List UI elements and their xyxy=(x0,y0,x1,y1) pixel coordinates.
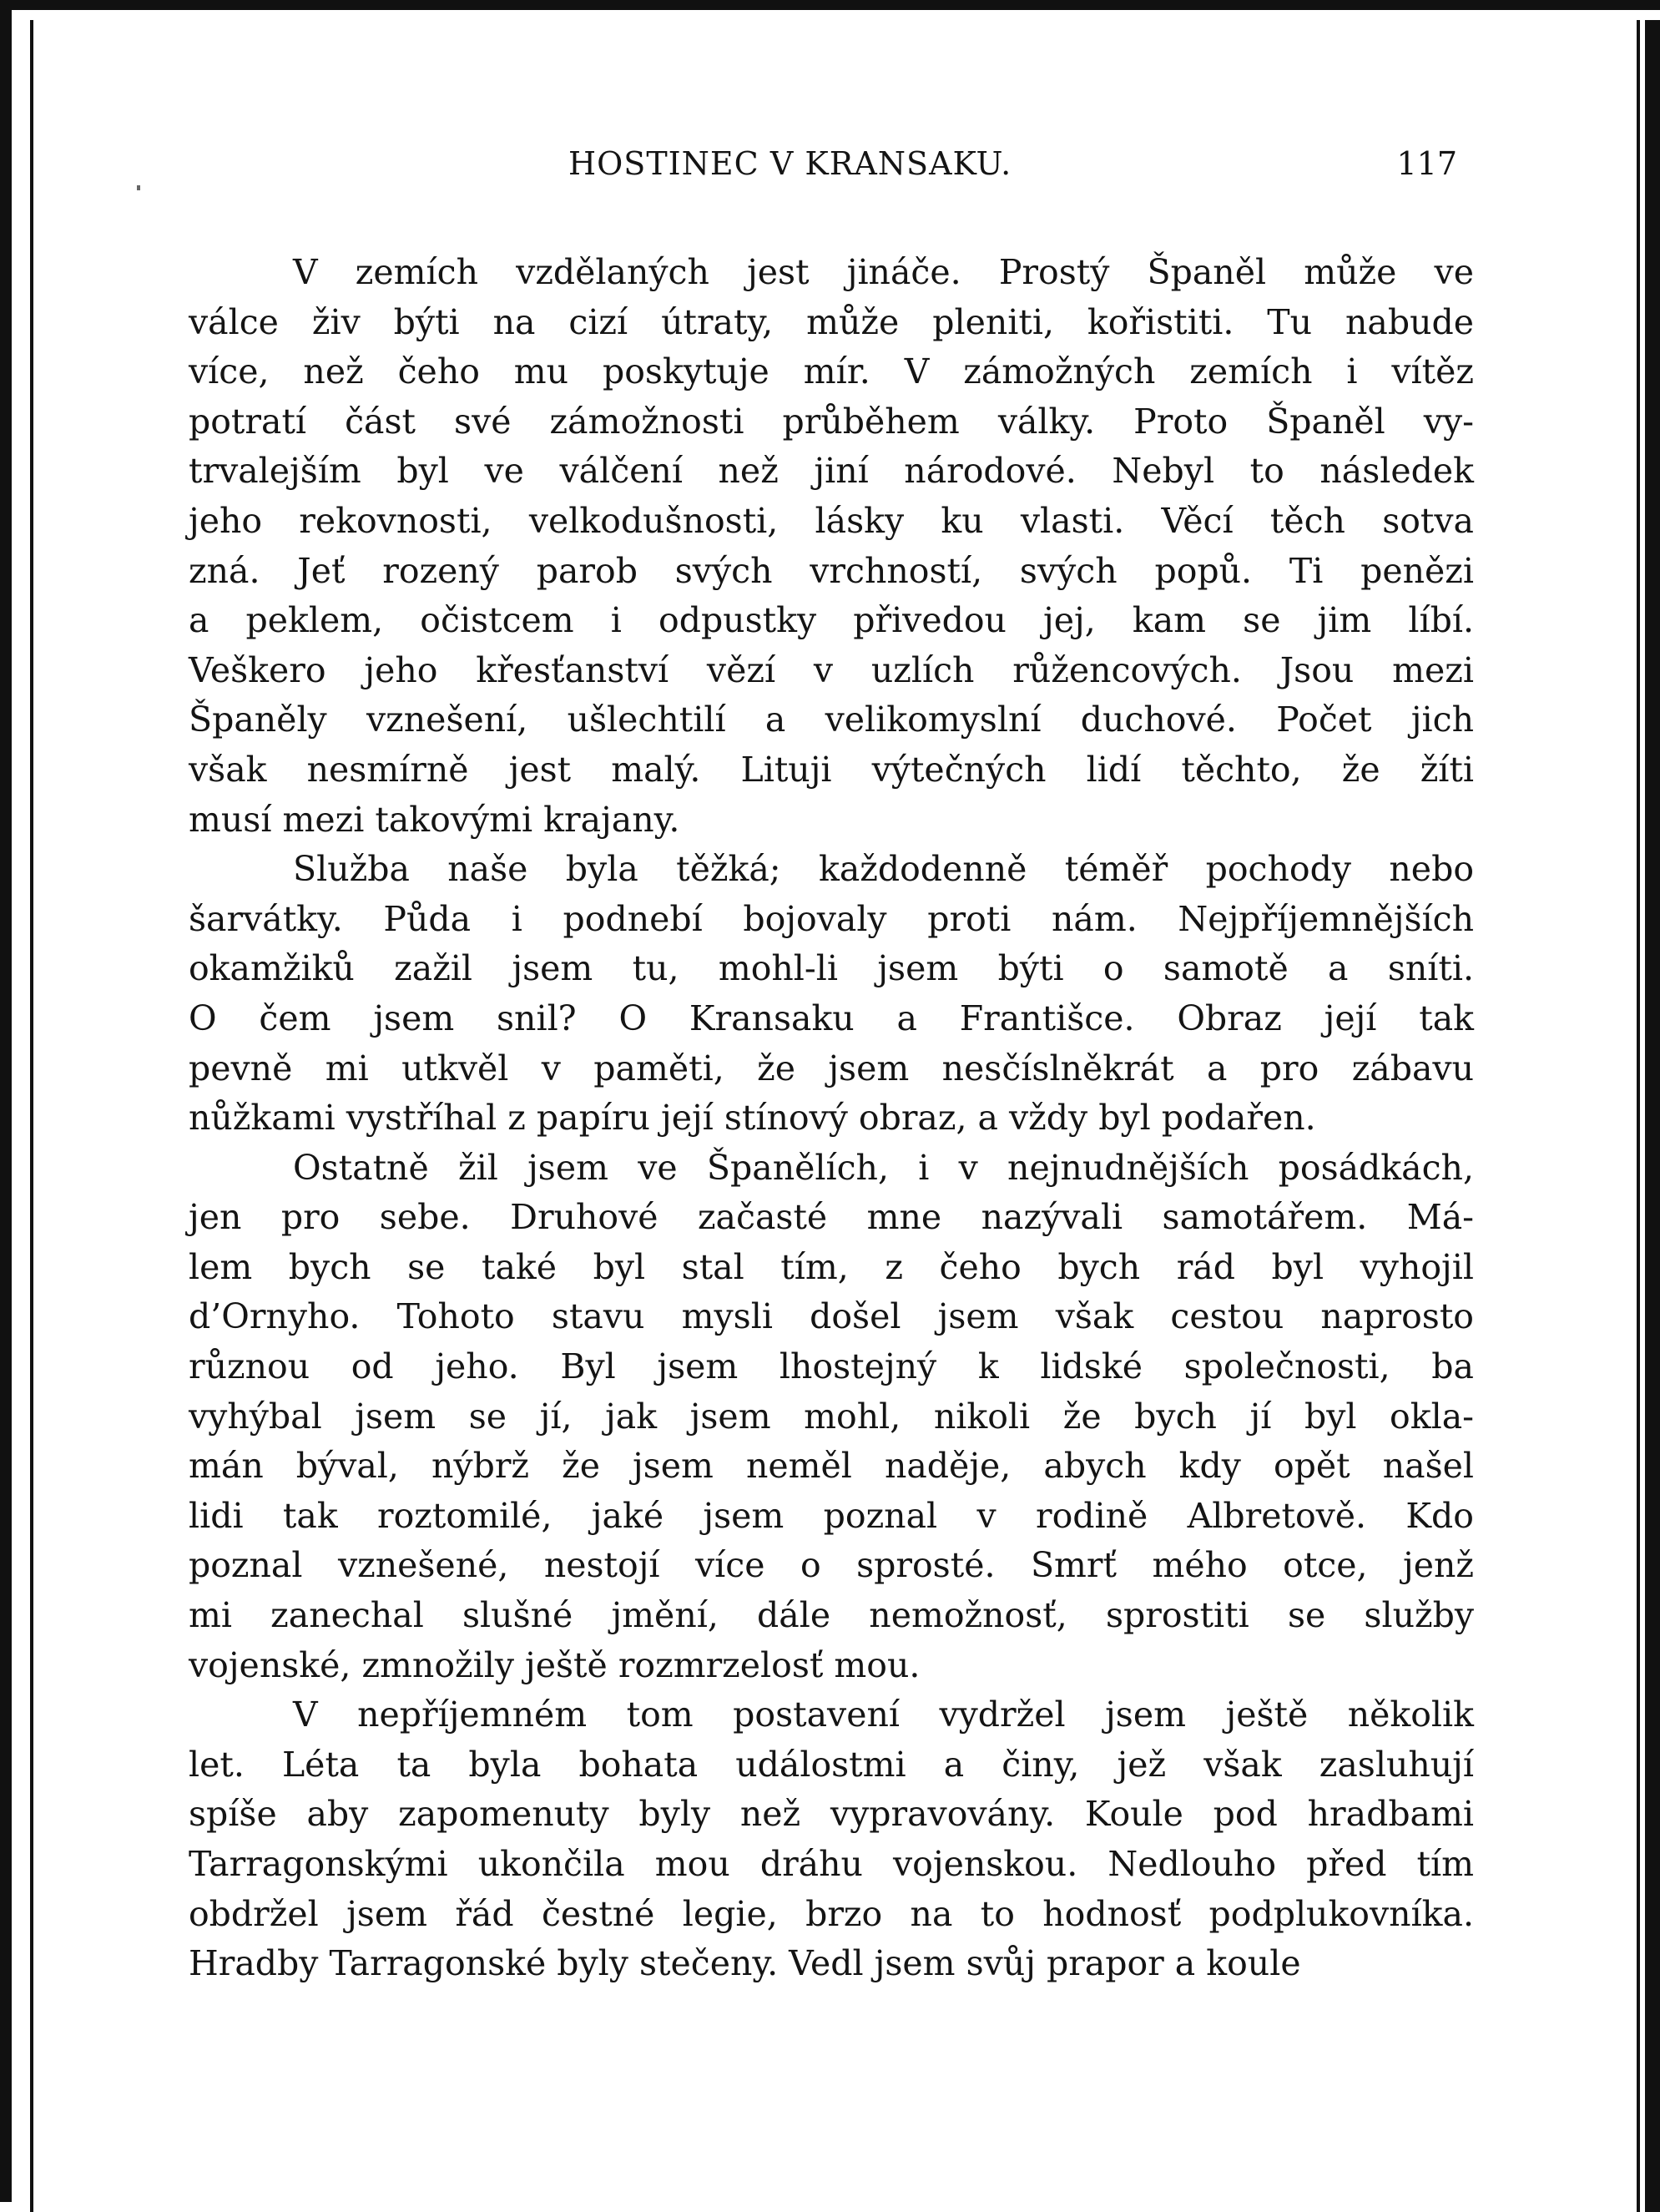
text-line: vojenské, zmnožily ještě rozmrzelosť mou. xyxy=(189,1644,921,1685)
text-line: V zemích vzdělaných jest jináče. Prostý Španěl může ve xyxy=(293,252,1474,292)
text-line: d’Ornyho. Tohoto stavu mysli došel jsem však cestou naprosto xyxy=(189,1296,1474,1337)
scan-right-edge-inner xyxy=(1637,20,1640,2212)
text-line: jeho rekovnosti, velkodušnosti, lásky ku vlasti. Věcí těch sotva xyxy=(189,500,1474,541)
text-line: O čem jsem snil? O Kransaku a Františce. Obraz její tak xyxy=(189,997,1474,1038)
text-line: let. Léta ta byla bohata událostmi a činy, jež však zasluhují xyxy=(189,1744,1474,1785)
text-line: různou od jeho. Byl jsem lhostejný k lidské společnosti, ba xyxy=(189,1346,1474,1387)
scan-right-edge xyxy=(1645,20,1660,2212)
text-line: obdržel jsem řád čestné legie, brzo na to hodnosť podplukovníka. xyxy=(189,1893,1474,1934)
text-line: více, než čeho mu poskytuje mír. V zámožných zemích i vítěz xyxy=(189,351,1474,392)
text-line: jen pro sebe. Druhové začasté mne nazývali samotářem. Má- xyxy=(189,1197,1474,1238)
text-line: spíše aby zapomenuty byly než vypravovány. Koule pod hradbami xyxy=(189,1794,1474,1835)
scan-speck xyxy=(137,185,140,190)
text-line: Ostatně žil jsem ve Španělích, i v nejnudnějších posádkách, xyxy=(293,1147,1474,1188)
text-line: válce živ býti na cizí útraty, může pleniti, kořistiti. Tu nabude xyxy=(189,301,1474,342)
text-line: a peklem, očistcem i odpustky přivedou jej, kam se jim líbí. xyxy=(189,600,1474,641)
scan-left-edge xyxy=(30,20,33,2212)
text-line: mi zanechal slušné jmění, dále nemožnosť, sprostiti se služby xyxy=(189,1595,1474,1636)
text-line: však nesmírně jest malý. Lituji výtečných lidí těchto, že žíti xyxy=(189,749,1474,790)
text-line: lem bych se také byl stal tím, z čeho bych rád byl vyhojil xyxy=(189,1246,1474,1287)
text-line: nůžkami vystříhal z papíru její stínový obraz, a vždy byl podařen. xyxy=(189,1098,1316,1139)
body-text xyxy=(189,248,1474,1989)
text-line: Tarragonskými ukončila mou dráhu vojenskou. Nedlouho před tím xyxy=(189,1844,1474,1884)
text-line: trvalejším byl ve válčení než jiní národové. Nebyl to následek xyxy=(189,451,1474,492)
text-line: šarvátky. Půda i podnebí bojovaly proti nám. Nejpříjemnějších xyxy=(189,898,1474,939)
text-line: Veškero jeho křesťanství vězí v uzlích růžencových. Jsou mezi xyxy=(189,649,1474,690)
text-line: V nepříjemném tom postavení vydržel jsem ještě několik xyxy=(293,1694,1474,1735)
text-line: lidi tak roztomilé, jaké jsem poznal v rodině Albretově. Kdo xyxy=(189,1495,1474,1536)
text-line: potratí část své zámožnosti průběhem války. Proto Španěl vy- xyxy=(189,401,1474,442)
running-title: HOSTINEC V KRANSAKU. xyxy=(568,145,1012,182)
running-header xyxy=(189,145,1457,192)
text-line: okamžiků zažil jsem tu, mohl-li jsem býti o samotě a sníti. xyxy=(189,948,1474,989)
text-line: Hradby Tarragonské byly stečeny. Vedl jsem svůj prapor a koule xyxy=(189,1943,1301,1984)
page-number: 117 xyxy=(1396,145,1457,182)
text-line: pevně mi utkvěl v paměti, že jsem nesčíslněkrát a pro zábavu xyxy=(189,1048,1474,1088)
text-line: Služba naše byla těžká; každodenně téměř pochody nebo xyxy=(293,849,1474,890)
text-line: musí mezi takovými krajany. xyxy=(189,799,680,840)
text-line: mán býval, nýbrž že jsem neměl naděje, abych kdy opět našel xyxy=(189,1446,1474,1487)
text-line: Španěly vznešení, ušlechtilí a velikomyslní duchové. Počet jich xyxy=(189,699,1474,740)
text-line: poznal vznešené, nestojí více o sprosté. Smrť mého otce, jenž xyxy=(189,1545,1474,1586)
text-line: vyhýbal jsem se jí, jak jsem mohl, nikoli že bych jí byl okla- xyxy=(189,1396,1474,1437)
text-line: zná. Jeť rozený parob svých vrchností, svých popů. Ti penězi xyxy=(189,550,1474,591)
